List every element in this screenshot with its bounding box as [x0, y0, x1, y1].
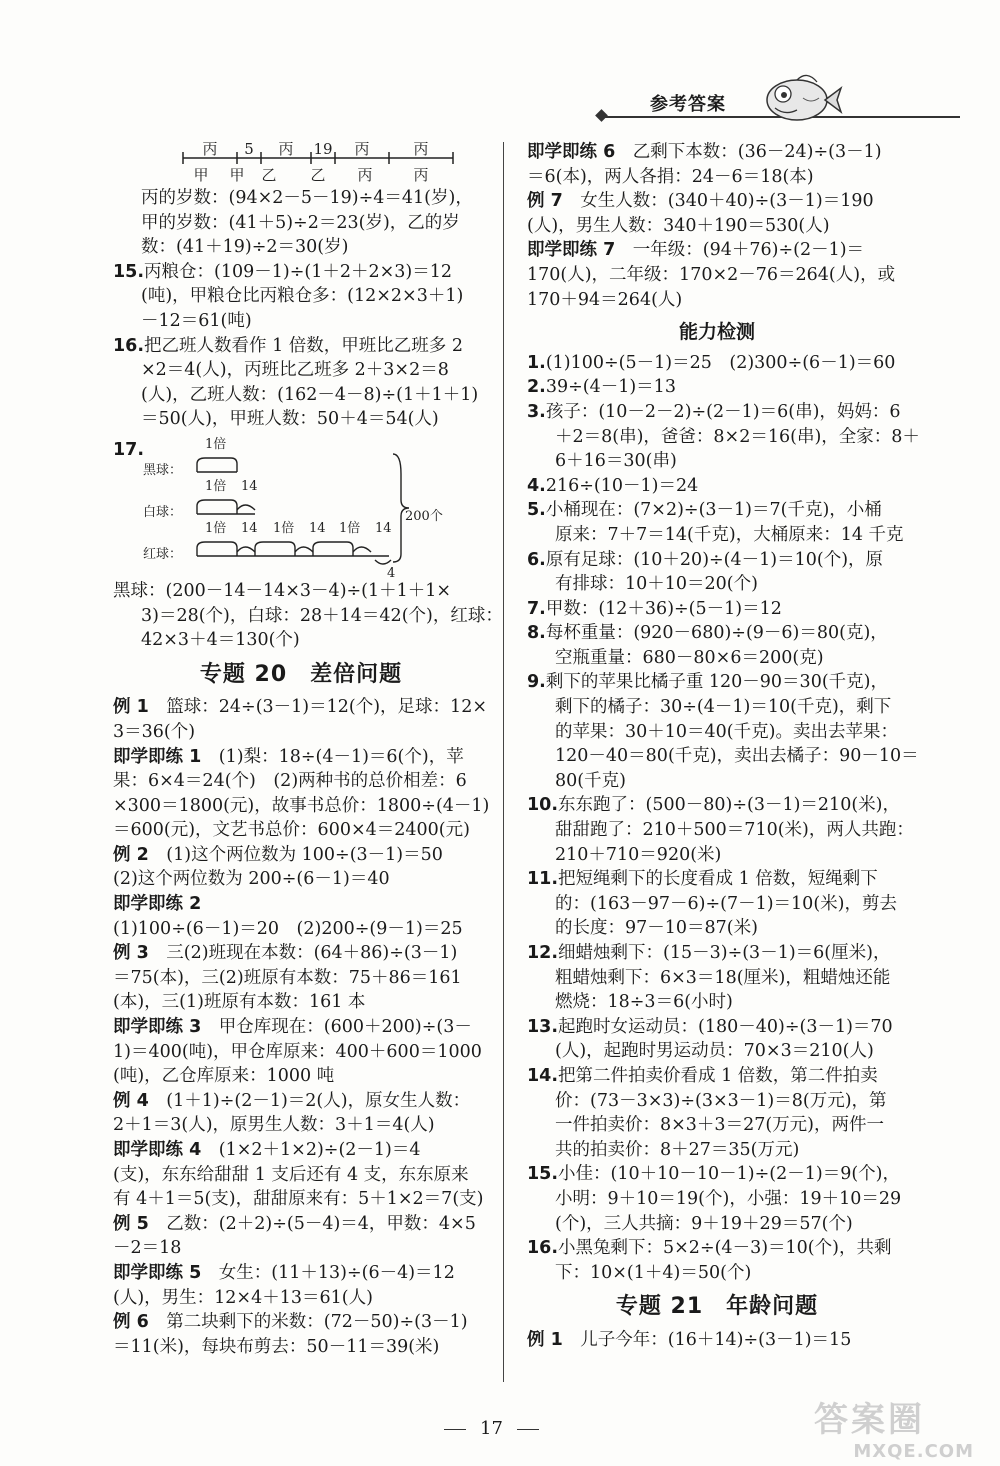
- item-lead: 即学即练 7: [527, 240, 616, 261]
- test-item-3: [527, 400, 920, 474]
- test-item-10: [527, 793, 914, 867]
- example-5: [113, 1212, 489, 1261]
- problem-number: 10.: [527, 795, 559, 816]
- problem-number: 12.: [527, 943, 559, 963]
- text-line: 有 4＋1＝5(支)，甜甜原来有：5＋1×2＝7(支): [113, 1189, 484, 1210]
- bottom-label: 丙: [357, 166, 373, 184]
- text-line: 空瓶重量：680－80×6＝200(克): [555, 647, 824, 668]
- left-column: [113, 140, 503, 1359]
- example-1-age: [527, 1328, 907, 1353]
- text-line: (个)，三人共摘：9＋19＋29＝57(个): [555, 1213, 853, 1234]
- text-line: 一年级：(94＋76)÷(2－1)＝: [632, 240, 865, 261]
- practice-5: [113, 1261, 489, 1310]
- text-line: 39÷(4－1)＝13: [545, 377, 676, 398]
- test-item-14: [527, 1064, 907, 1162]
- problem-number: 2.: [527, 377, 546, 398]
- text-line: 燃烧：18÷3＝6(小时): [555, 992, 733, 1013]
- item-lead: 例 1: [527, 1329, 563, 1350]
- text-line: (1)这个两位数为 100÷(3－1)＝50: [166, 844, 443, 865]
- text-line: ＝11(米)，每块布剪去：50－11＝39(米): [113, 1336, 440, 1357]
- problem-number: 13.: [527, 1016, 559, 1037]
- test-item-12: [527, 941, 907, 1015]
- example-3: [113, 941, 489, 1015]
- item-lead: 即学即练 3: [113, 1017, 202, 1038]
- unit-mark: 14: [375, 520, 392, 536]
- test-item-13: [527, 1015, 907, 1064]
- text-line: (吨)，乙仓库原来：1000 吨: [113, 1066, 335, 1087]
- age-line-svg: [113, 140, 489, 186]
- text-line: 乙数：(2＋2)÷(5－4)＝4，甲数：4×5: [166, 1213, 476, 1234]
- text-line: 小黑兔剩下：5×2÷(4－3)＝10(个)，共剩: [558, 1238, 892, 1259]
- text-line: 把第二件拍卖价看成 1 倍数，第二件拍卖: [558, 1065, 878, 1086]
- text-line: (人)，男生：12×4＋13＝61(人): [113, 1287, 373, 1308]
- text-line: ×300＝1800(元)，故事书总价：1800÷(4－1): [113, 795, 490, 816]
- practice-4: [113, 1138, 489, 1212]
- problem-number: 16.: [527, 1238, 559, 1259]
- bottom-label: 乙: [261, 166, 277, 184]
- bottom-label: 甲: [229, 166, 245, 184]
- text-line: 一件拍卖价：8×3＋3＝27(万元)，两件一: [555, 1115, 884, 1136]
- test-item-15: [527, 1162, 907, 1236]
- problem-number: 15.: [527, 1164, 559, 1185]
- problem-16: [113, 334, 489, 432]
- practice-6: [527, 140, 907, 189]
- text-line: (1＋1)÷(2－1)＝2(人)，原女生人数：: [166, 1090, 471, 1111]
- fish-mascot-icon: [757, 68, 843, 128]
- problem-number: 14.: [527, 1065, 559, 1086]
- text-line: (支)，东东给甜甜 1 支后还有 4 支，东东原来: [113, 1164, 469, 1185]
- problem-number: 11.: [527, 869, 559, 890]
- text-line: －12＝61(吨): [141, 310, 252, 331]
- unit-mark: 1倍: [205, 520, 227, 536]
- test-item-7: [527, 597, 907, 622]
- bottom-label: 乙: [310, 166, 326, 184]
- text-line: (1)100÷(6－1)＝20 (2)200÷(9－1)＝25: [113, 918, 463, 939]
- text-line: 乙剩下本数：(36－24)÷(3－1): [632, 142, 882, 162]
- text-line: 细蜡烛剩下：(15－3)÷(3－1)＝6(厘米)，: [558, 943, 891, 963]
- text-line: ＝75(本)，三(2)班原有本数：75＋86＝161: [113, 967, 462, 988]
- text-line: 共的拍卖价：8＋27＝35(万元): [555, 1139, 800, 1160]
- ball-diagram: [113, 434, 489, 579]
- text-line: 女生：(11＋13)÷(6－4)＝12: [218, 1262, 455, 1283]
- problem-number: 8.: [527, 623, 546, 644]
- practice-3: [113, 1015, 489, 1089]
- test-item-5: [527, 498, 907, 547]
- text-line: 的苹果：30＋10＝40(千克)。卖出去苹果：: [555, 721, 898, 742]
- text-line: (1)100÷(5－1)＝25 (2)300÷(6－1)＝60: [545, 352, 896, 373]
- text-line: 的长度：97－10＝87(米): [555, 918, 758, 939]
- unit-mark: 1倍: [273, 520, 295, 536]
- text-line: ×2＝4(人)，丙班比乙班多 2＋3×2＝8: [141, 360, 449, 381]
- item-lead: 即学即练 2: [113, 894, 202, 915]
- example-6: [113, 1310, 489, 1359]
- text-line: 篮球：24÷(3－1)＝12(个)，足球：12×: [166, 697, 487, 718]
- text-line: ＝50(人)，甲班人数：50＋4＝54(人): [141, 409, 439, 430]
- example-7: [527, 189, 907, 238]
- text-line: 216÷(10－1)＝24: [545, 475, 699, 496]
- problem-17: [113, 434, 503, 653]
- white-label: 白球：: [143, 504, 183, 520]
- text-line: 把乙班人数看作 1 倍数，甲班比乙班多 2: [144, 335, 463, 356]
- text-line: 甲仓库现在：(600＋200)÷(3－: [218, 1017, 472, 1038]
- text-line: (人)，男生人数：340＋190＝530(人): [527, 215, 830, 236]
- text-line: ＝6(本)，两人各捐：24－6＝18(本): [527, 166, 814, 187]
- text-line: 210＋710＝920(米): [555, 844, 722, 865]
- problem-number: 6.: [527, 549, 546, 570]
- text-line: 甜甜跑了：210＋500＝710(米)，两人共跑：: [555, 820, 914, 841]
- text-line: 丙的岁数：(94×2－5－19)÷4＝41(岁)，: [141, 188, 473, 208]
- text-line: 把短绳剩下的长度看成 1 倍数，短绳剩下: [558, 869, 878, 890]
- item-lead: 例 4: [113, 1090, 149, 1111]
- text-line: 42×3＋4＝130(个): [141, 630, 300, 651]
- text-line: 原有足球：(10＋20)÷(4－1)＝10(个)，原: [545, 549, 884, 570]
- problem-number: 7.: [527, 598, 546, 619]
- text-line: 原来：7＋7＝14(千克)，大桶原来：14 千克: [555, 524, 904, 545]
- text-line: 孩子：(10－2－2)÷(2－1)＝6(串)，妈妈：6: [545, 401, 901, 422]
- test-item-11: [527, 867, 907, 941]
- text-line: (2)这个两位数为 200÷(6－1)＝40: [113, 869, 390, 890]
- top-label: 丙: [413, 140, 429, 158]
- text-line: 80(千克): [555, 770, 626, 791]
- unit-mark: 14: [241, 520, 258, 536]
- text-line: 数：(41＋19)÷2＝30(岁): [141, 237, 349, 258]
- practice-1: [113, 745, 489, 843]
- problem-number: 17.: [113, 439, 145, 460]
- item-lead: 即学即练 4: [113, 1140, 202, 1160]
- red-label: 红球：: [143, 546, 183, 562]
- example-4: [113, 1089, 489, 1138]
- text-line: 剩下的苹果比橘子重 120－90＝30(千克)，: [545, 672, 888, 693]
- watermark: [814, 1392, 974, 1462]
- item-lead: 例 6: [113, 1312, 149, 1333]
- text-line: 甲数：(12＋36)÷(5－1)＝12: [545, 598, 782, 619]
- text-line: 起跑时女运动员：(180－40)÷(3－1)＝70: [558, 1016, 893, 1037]
- header-title: 参考答案: [650, 94, 726, 115]
- watermark-logo: 答案圈: [814, 1400, 925, 1440]
- unit-mark: 14: [241, 478, 258, 494]
- text-line: 女生人数：(340＋40)÷(3－1)＝190: [580, 191, 874, 212]
- unit-mark: 14: [309, 520, 326, 536]
- ability-test-heading: 能力检测: [678, 321, 755, 344]
- text-line: 第二块剩下的米数：(72－50)÷(3－1): [166, 1312, 468, 1333]
- bottom-label: 丙: [413, 166, 429, 184]
- test-item-9: [527, 670, 919, 793]
- text-line: 有排球：10＋10＝20(个): [555, 574, 758, 595]
- item-lead: 例 5: [113, 1213, 149, 1234]
- text-line: 剩下的橘子：30÷(4－1)＝10(千克)，剩下: [555, 697, 892, 718]
- dash-left: [444, 1429, 466, 1430]
- text-line: 170(人)，二年级：170×2－76＝264(人)，或: [527, 264, 896, 285]
- text-line: 儿子今年：(16＋14)÷(3－1)＝15: [580, 1329, 852, 1350]
- text-line: 2＋1＝3(人)，原男生人数：3＋1＝4(人): [113, 1115, 435, 1136]
- test-item-16: [527, 1236, 907, 1285]
- text-line: 价：(73－3×3)÷(3×3－1)＝8(万元)，第: [555, 1090, 887, 1111]
- problem-number: 16.: [113, 335, 145, 356]
- text-line: －2＝18: [113, 1238, 182, 1259]
- column-divider: [503, 142, 504, 1382]
- practice-7: [527, 238, 907, 312]
- top-label: 丙: [354, 140, 370, 158]
- item-lead: 例 1: [113, 697, 149, 718]
- text-line: 每杯重量：(920－680)÷(9－6)＝80(克)，: [545, 623, 888, 644]
- text-line: 的：(163－97－6)÷(7－1)＝10(米)，剪去: [555, 893, 897, 914]
- text-line: 120－40＝80(千克)，卖出去橘子：90－10＝: [555, 746, 919, 767]
- section-20-items: [113, 695, 489, 1359]
- unit-mark: 1倍: [205, 436, 227, 452]
- text-line: ＋2＝8(串)，爸爸：8×2＝16(串)，全家：8＋: [555, 426, 920, 447]
- text-line: 下：10×(1＋4)＝50(个): [555, 1262, 752, 1283]
- text-line: (1)梨：18÷(4－1)＝6(个)，苹: [218, 746, 464, 767]
- text-line: 粗蜡烛剩下：6×3＝18(厘米)，粗蜡烛还能: [555, 967, 891, 988]
- test-item-1: [527, 351, 907, 376]
- text-line: (1×2＋1×2)÷(2－1)＝4: [218, 1140, 421, 1160]
- section-title-20: 专题 20 差倍问题: [199, 661, 403, 687]
- text-line: 黑球：(200－14－14×3－4)÷(1＋1＋1×: [113, 580, 452, 601]
- page-header: [585, 70, 965, 130]
- extra-label: 4: [387, 565, 396, 579]
- item-lead: 例 3: [113, 943, 149, 964]
- problem-number: 3.: [527, 401, 546, 422]
- text-line: 甲的岁数：(41＋5)÷2＝23(岁)，乙的岁: [141, 212, 460, 233]
- text-line: 东东跑了：(500－80)÷(3－1)＝210(米)，: [558, 795, 900, 816]
- test-item-8: [527, 621, 907, 670]
- unit-mark: 1倍: [205, 478, 227, 494]
- top-label: 5: [244, 140, 254, 158]
- ball-diagram-svg: [113, 434, 489, 579]
- problem-number: 1.: [527, 352, 546, 373]
- text-line: ＝600(元)，文艺书总价：600×4＝2400(元): [113, 820, 470, 841]
- section-title-21: 专题 21 年龄问题: [615, 1294, 819, 1320]
- unit-mark: 1倍: [339, 520, 361, 536]
- practice-2: [113, 892, 489, 941]
- page-number-text: 17: [480, 1418, 503, 1439]
- item-lead: 即学即练 5: [113, 1262, 202, 1283]
- top-label: 丙: [202, 140, 218, 158]
- top-label: 丙: [278, 140, 294, 158]
- problem-number: 15.: [113, 261, 145, 282]
- total-label: 200个: [405, 508, 443, 524]
- age-line-diagram: [113, 140, 489, 186]
- text-line: 170＋94＝264(人): [527, 289, 683, 310]
- text-line: 果：6×4＝24(个) (2)两种书的总价相差：6: [113, 771, 467, 792]
- example-1: [113, 695, 489, 744]
- text-line: 小桶现在：(7×2)÷(3－1)＝7(千克)，小桶: [545, 500, 882, 521]
- ability-test-items: [527, 351, 920, 1286]
- item-lead: 例 7: [527, 191, 563, 212]
- text-line: (本)，三(1)班原有本数：161 本: [113, 992, 366, 1013]
- text-line: (人)，乙班人数：(162－4－8)÷(1＋1＋1): [141, 384, 479, 405]
- text-line: 3)＝28(个)，白球：28＋14＝42(个)，红球：: [141, 605, 503, 626]
- bottom-label: 甲: [193, 166, 209, 184]
- item-lead: 即学即练 1: [113, 746, 202, 767]
- black-label: 黑球：: [143, 462, 183, 478]
- text-line: 小佳：(10＋10－10－1)÷(2－1)＝9(个)，: [558, 1164, 900, 1185]
- text-line: (吨)，甲粮仓比丙粮仓多：(12×2×3＋1): [141, 286, 464, 307]
- right-column: [527, 140, 920, 1353]
- test-item-2: [527, 375, 907, 400]
- text-line: 三(2)班现在本数：(64＋86)÷(3－1): [166, 943, 458, 964]
- top-label: 19: [313, 140, 333, 158]
- problem-number: 4.: [527, 475, 546, 496]
- item-lead: 例 2: [113, 844, 149, 865]
- problem-14-answer: [113, 186, 489, 260]
- test-item-4: [527, 474, 907, 499]
- text-line: 小明：9＋10＝19(个)，小强：19＋10＝29: [555, 1188, 902, 1209]
- problem-15: [113, 260, 489, 334]
- test-item-6: [527, 548, 907, 597]
- text-line: (人)，起跑时男运动员：70×3＝210(人): [555, 1041, 874, 1062]
- watermark-url: MXQE.COM: [853, 1441, 974, 1462]
- text-line: 3＝36(个): [113, 721, 196, 742]
- text-line: 1)＝400(吨)，甲仓库原来：400＋600＝1000: [113, 1041, 482, 1062]
- example-2: [113, 843, 489, 892]
- text-line: 丙粮仓：(109－1)÷(1＋2＋2×3)＝12: [144, 261, 452, 282]
- problem-number: 5.: [527, 500, 546, 521]
- problem-number: 9.: [527, 672, 546, 693]
- dash-right: [517, 1429, 539, 1430]
- page-number: [430, 1418, 553, 1439]
- item-lead: 即学即练 6: [527, 142, 616, 162]
- text-line: 6＋16＝30(串): [555, 451, 677, 472]
